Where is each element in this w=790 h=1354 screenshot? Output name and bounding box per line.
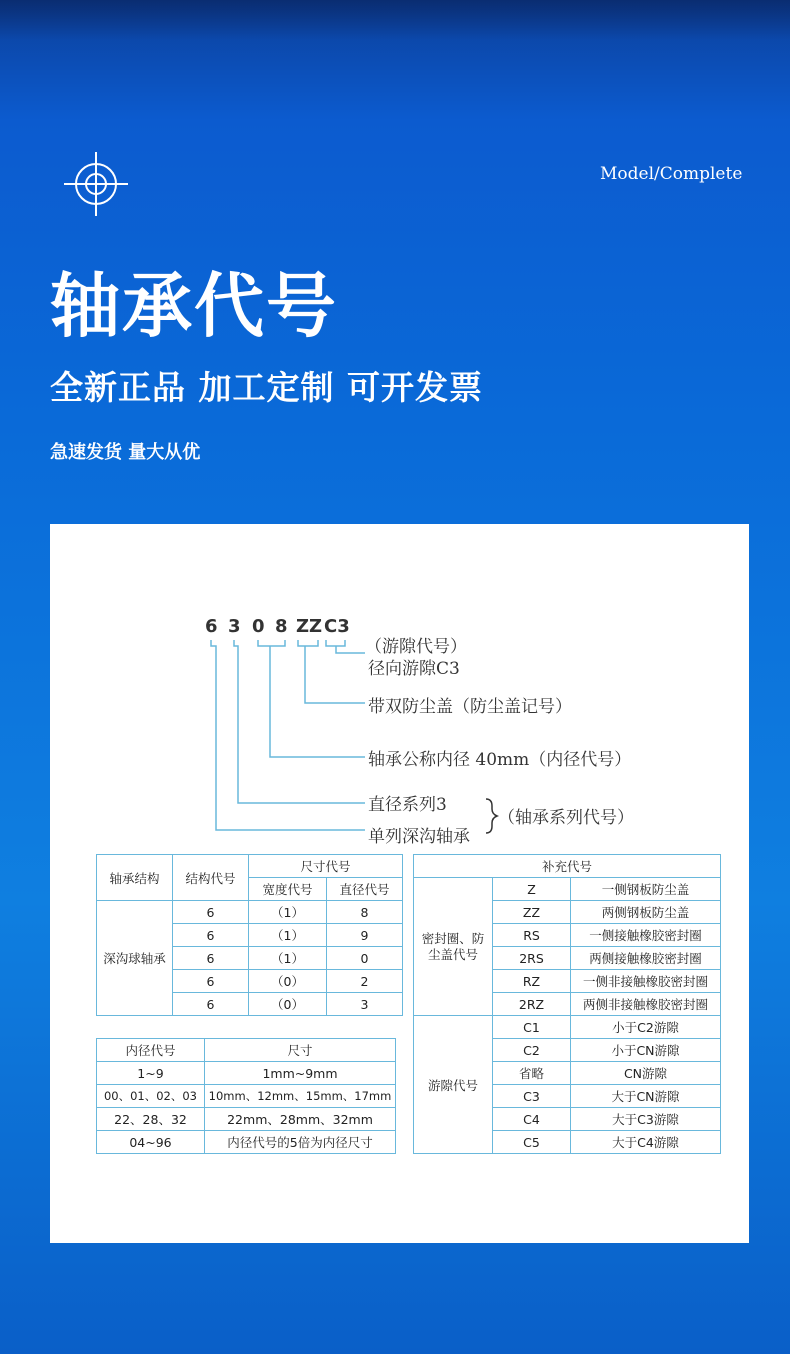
clearance-group-label: 游隙代号 [414,1016,493,1154]
ann-diameter-series: 直径系列3 [368,795,447,815]
table-row [414,878,721,901]
header-bore-size: 尺寸 [205,1039,396,1062]
header-diameter-code: 直径代号 [327,878,403,901]
cell-bore-code: 1~9 [97,1062,205,1085]
cell-seal-code: RZ [493,970,571,993]
brace [486,799,497,833]
ann-clearance-c3: 径向游隙C3 [368,659,460,679]
seal-group-label: 密封圈、防尘盖代号 [414,878,493,1016]
cell-code: 6 [173,901,249,924]
cell-clearance-code: C5 [493,1131,571,1154]
cell-bore-size: 内径代号的5倍为内径尺寸 [205,1131,396,1154]
header-structure: 轴承结构 [97,855,173,901]
cell-width: （1） [249,947,327,970]
table-row [414,1016,721,1039]
cell-bore-code: 00、01、02、03 [97,1085,205,1108]
cell-code: 6 [173,993,249,1016]
code-suffix-c3: C3 [324,616,350,637]
cell-diameter: 3 [327,993,403,1016]
cell-code: 6 [173,924,249,947]
header-structure-code: 结构代号 [173,855,249,901]
model-label: Model/Complete [600,164,743,184]
table-row [97,1085,396,1108]
cell-clearance-desc: 小于C2游隙 [571,1016,721,1039]
cell-clearance-desc: 大于C3游隙 [571,1108,721,1131]
cell-width: （1） [249,924,327,947]
header-bore-code: 内径代号 [97,1039,205,1062]
cell-seal-desc: 两侧非接触橡胶密封圈 [571,993,721,1016]
ann-series-code: （轴承系列代号） [498,808,634,828]
cell-clearance-desc: CN游隙 [571,1062,721,1085]
cell-bore-code: 22、28、32 [97,1108,205,1131]
tagline: 急速发货 量大从优 [50,442,201,463]
ann-clearance-code: （游隙代号） [365,637,467,657]
ann-deep-groove: 单列深沟轴承 [368,827,470,847]
cell-clearance-code: C2 [493,1039,571,1062]
cell-clearance-code: C1 [493,1016,571,1039]
code-suffix-zz: ZZ [296,616,323,637]
cell-seal-desc: 两侧接触橡胶密封圈 [571,947,721,970]
cell-diameter: 2 [327,970,403,993]
cell-bore-size: 10mm、12mm、15mm、17mm [205,1085,396,1108]
cell-seal-desc: 一侧非接触橡胶密封圈 [571,970,721,993]
cell-clearance-code: C3 [493,1085,571,1108]
cell-bore-size: 22mm、28mm、32mm [205,1108,396,1131]
header-size-code: 尺寸代号 [249,855,403,878]
cell-diameter: 8 [327,901,403,924]
cell-clearance-code: 省略 [493,1062,571,1085]
structure-table [96,854,403,1016]
header-width-code: 宽度代号 [249,878,327,901]
ann-dust-cover: 带双防尘盖（防尘盖记号） [368,697,572,717]
cell-code: 6 [173,947,249,970]
cell-seal-code: ZZ [493,901,571,924]
header-supplement: 补充代号 [414,855,721,878]
cell-seal-code: 2RZ [493,993,571,1016]
bore-table [96,1038,396,1154]
cell-diameter: 9 [327,924,403,947]
ann-bore: 轴承公称内径 40mm（内径代号） [368,750,632,770]
page-title: 轴承代号 [50,264,338,347]
table-row [97,901,403,924]
subtitle: 全新正品 加工定制 可开发票 [50,368,483,407]
cell-seal-code: Z [493,878,571,901]
code-digit-3: 0 [252,616,265,637]
cell-bore-code: 04~96 [97,1131,205,1154]
table-row [97,1131,396,1154]
cell-diameter: 0 [327,947,403,970]
cell-seal-desc: 一侧钢板防尘盖 [571,878,721,901]
cell-clearance-code: C4 [493,1108,571,1131]
cell-width: （1） [249,901,327,924]
code-digit-1: 6 [205,616,218,637]
cell-code: 6 [173,970,249,993]
cell-clearance-desc: 小于CN游隙 [571,1039,721,1062]
code-digit-2: 3 [228,616,241,637]
cell-clearance-desc: 大于C4游隙 [571,1131,721,1154]
cell-width: （0） [249,970,327,993]
cell-width: （0） [249,993,327,1016]
code-digit-4: 8 [275,616,288,637]
structure-name: 深沟球轴承 [97,901,173,1016]
supplement-table [413,854,721,1154]
cell-seal-desc: 两侧钢板防尘盖 [571,901,721,924]
cell-clearance-desc: 大于CN游隙 [571,1085,721,1108]
cell-seal-code: 2RS [493,947,571,970]
cell-seal-code: RS [493,924,571,947]
table-row [97,1062,396,1085]
cell-bore-size: 1mm~9mm [205,1062,396,1085]
table-row [97,1108,396,1131]
cell-seal-desc: 一侧接触橡胶密封圈 [571,924,721,947]
